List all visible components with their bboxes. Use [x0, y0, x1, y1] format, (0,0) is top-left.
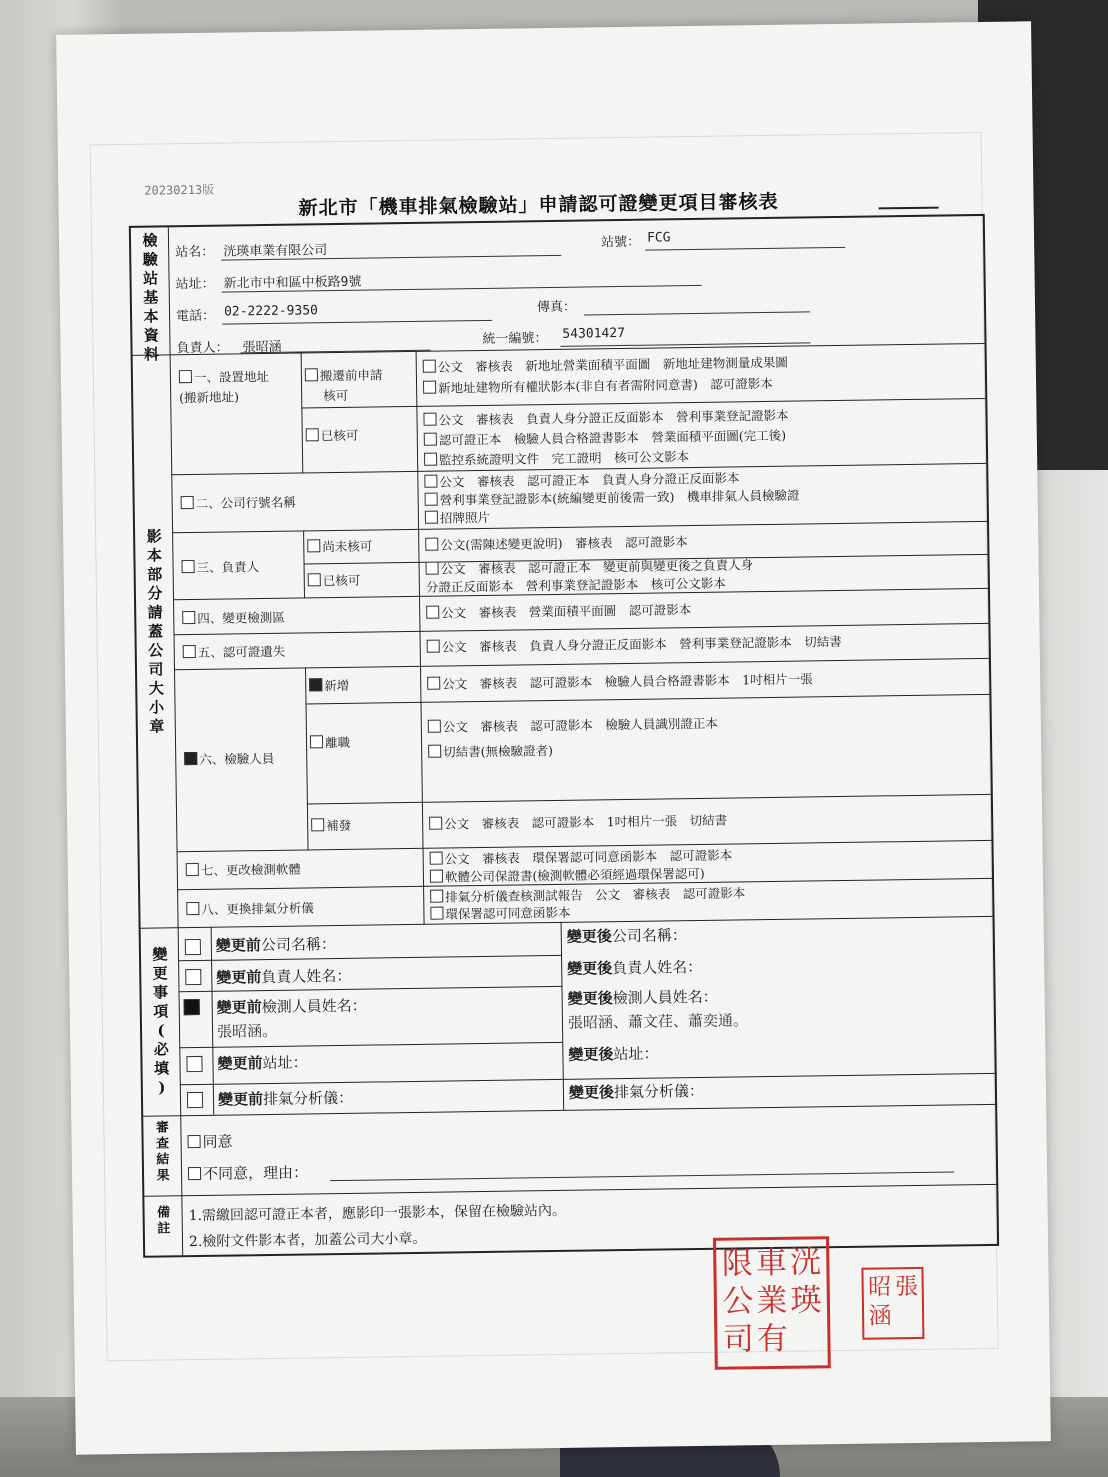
item-3-sub-1-label[interactable]: 尚未核可: [307, 536, 372, 558]
item-3-sub-2-label[interactable]: 已核可: [308, 570, 361, 592]
item-6-title[interactable]: 六、檢驗人員: [184, 748, 274, 770]
change-2-before: 變更前負責人姓名：: [216, 966, 352, 987]
change-5-after: 變更後排氣分析儀：: [568, 1081, 705, 1102]
item-1-title[interactable]: 一、設置地址: [179, 366, 269, 388]
item-2-title[interactable]: 二、公司行號名稱: [181, 492, 296, 515]
change-4-checkbox[interactable]: [186, 1056, 202, 1072]
fax-label: 傳真：: [536, 299, 577, 316]
disagree-checkbox[interactable]: [188, 1167, 201, 1180]
changes-check-divider: [211, 927, 215, 1115]
sub-divider-1: [301, 352, 304, 472]
change-4-before: 變更前站址：: [217, 1053, 308, 1073]
item-6-sub-2-docs-1: 公文 審核表 認可證影本 檢驗人員識別證正本: [428, 713, 718, 738]
item-6-sub-1-checkbox[interactable]: [309, 678, 322, 691]
address-value: 新北市中和區中板路9號: [223, 274, 362, 292]
item-1-sub-1-checkbox[interactable]: [305, 368, 318, 381]
item-1-sub-2-docs-1: 公文 審核表 負責人身分證正反面影本 營利事業登記證影本: [423, 405, 788, 431]
item-1-sub-1-docs-1: 公文 審核表 新地址營業面積平面圖 新地址建物測量成果圖: [423, 352, 788, 378]
item-6-sub-3-checkbox[interactable]: [311, 818, 324, 831]
divider-review: [144, 1184, 996, 1197]
station-name-label: 站名：: [175, 244, 215, 261]
change-3-before-value: 張昭涵。: [216, 1021, 278, 1041]
basic-section-label: 檢 驗 站 基 本 資 料: [142, 231, 160, 364]
item-3-sub-2-checkbox[interactable]: [308, 573, 321, 586]
change-5-before: 變更前排氣分析儀：: [217, 1088, 354, 1109]
item-1-sub-2-docs-2: 認可證正本 檢驗人員合格證書影本 營業面積平面圖(完工後): [424, 425, 787, 451]
station-name-value: 洸瑛車業有限公司: [223, 243, 328, 260]
form-paper: [56, 21, 1051, 1454]
change-5-checkbox[interactable]: [187, 1092, 203, 1108]
note-2: 2.檢附文件影本者，加蓋公司大小章。: [188, 1230, 427, 1251]
item-7-docs-1: 公文 審核表 環保署認可同意函影本 認可證影本: [430, 845, 733, 870]
item-1-sub-1-docs-2: 新地址建物所有權狀影本(非自有者需附同意書) 認可證影本: [423, 373, 773, 399]
reason-line[interactable]: [330, 1171, 954, 1181]
personal-seal-stamp: 張 昭 涵: [861, 1267, 924, 1340]
item-4-docs-1: 公文 審核表 營業面積平面圖 認可證影本: [426, 599, 691, 624]
item-3-checkbox[interactable]: [181, 560, 194, 573]
tax-id-label: 統一編號：: [482, 331, 548, 347]
change-4-after: 變更後站址：: [568, 1044, 659, 1064]
item-8-checkbox[interactable]: [186, 902, 199, 915]
review-agree[interactable]: 同意: [187, 1131, 232, 1153]
row-line-2: [172, 521, 987, 533]
item-5-docs-1: 公文 審核表 負責人身分證正反面影本 營利事業登記證影本 切結書: [427, 631, 842, 658]
item-2-docs-1: 公文 審核表 認可證正本 負責人身分證正反面影本: [424, 467, 739, 492]
item-3-title[interactable]: 三、負責人: [181, 556, 259, 578]
phone-line: [222, 320, 492, 325]
phone-value: 02-2222-9350: [223, 303, 319, 320]
review-disagree[interactable]: 不同意，理由：: [188, 1161, 308, 1184]
item-1-sub-2-docs-3: 監控系統證明文件 完工證明 核可公文影本: [424, 446, 689, 471]
row-line-5: [174, 658, 989, 670]
item-5-title[interactable]: 五、認可證遺失: [183, 641, 286, 663]
item-6-checkbox[interactable]: [184, 752, 197, 765]
item-2-checkbox[interactable]: [181, 496, 194, 509]
item-4-title[interactable]: 四、變更檢測區: [182, 607, 285, 629]
item-6-sub-1-docs-1: 公文 審核表 認可證影本 檢驗人員合格證書影本 1吋相片一張: [427, 668, 813, 694]
change-3-after-value: 張昭涵、蕭文荏、蕭奕通。: [567, 1011, 749, 1032]
item-1-checkbox[interactable]: [179, 370, 192, 383]
item-2-docs-2: 營利事業登記證影本(統編變更前後需一致) 機車排氣人員檢驗證: [425, 485, 800, 511]
item-7-docs-2: 軟體公司保證書(檢測軟體必須經過環保署認可): [430, 863, 705, 888]
item-6-sub-2-checkbox[interactable]: [310, 735, 323, 748]
review-section-label: 審 查 結 果: [155, 1120, 170, 1184]
item-3-sub-1-docs-1: 公文(需陳述變更說明) 審核表 認可證影本: [425, 531, 688, 556]
copies-section-label: 影 本 部 分 請 蓋 公 司 大 小 章: [146, 527, 165, 736]
item-1-sub-2-checkbox[interactable]: [306, 428, 319, 441]
item-6-sub-3-docs-1: 公文 審核表 認可證影本 1吋相片一張 切結書: [429, 810, 727, 835]
item-6-sub-2-label[interactable]: 離職: [310, 732, 350, 754]
subrow-line-6a: [305, 694, 989, 705]
item-1-sub-2-label[interactable]: 已核可: [306, 425, 359, 447]
item-8-title[interactable]: 八、更換排氣分析儀: [186, 897, 314, 920]
item-8-docs-1: 排氣分析儀查核測試報告 公文 審核表 認可證影本: [430, 882, 745, 907]
changes-section-label: 變 更 事 項 ( 必 填 ): [152, 945, 170, 1097]
item-1-subtitle: (搬新地址): [179, 389, 240, 406]
item-6-sub-2-docs-2: 切結書(無檢驗證者): [428, 740, 553, 763]
item-1-sub-1-label-2: 核可: [323, 387, 349, 404]
changes-row-line-1: [178, 955, 561, 961]
version-label: 20230213版: [144, 182, 215, 198]
item-3-sub-1-checkbox[interactable]: [307, 539, 320, 552]
change-3-before: 變更前檢測人員姓名：: [216, 996, 367, 1017]
owner-label: 負責人：: [176, 340, 229, 357]
note-1: 1.需繳回認可證正本者，應影印一張影本，保留在檢驗站內。: [188, 1202, 567, 1225]
item-3-sub-2-docs-2: 分證正反面影本 營利事業登記證影本 核可公文影本: [425, 575, 726, 595]
change-1-checkbox[interactable]: [185, 939, 201, 955]
owner-value: 張昭涵: [242, 339, 282, 356]
agree-checkbox[interactable]: [188, 1135, 201, 1148]
sub-divider-6: [305, 667, 309, 849]
item-8-docs-2: 環保署認可同意函影本: [430, 902, 570, 925]
item-4-checkbox[interactable]: [182, 611, 195, 624]
item-3-sub-2-docs-1: 公文 審核表 認可證正本 變更前與變更後之負責人身: [425, 554, 753, 580]
station-no-value: FCG: [646, 230, 671, 246]
item-6-sub-3-label[interactable]: 補發: [311, 815, 351, 837]
change-3-after: 變更後檢測人員姓名：: [567, 987, 718, 1008]
station-no-line: [645, 247, 845, 251]
change-2-checkbox[interactable]: [185, 969, 201, 985]
company-seal-stamp: 洸 瑛 車 業 有 限 公 司: [713, 1236, 831, 1370]
item-1-sub-1-label[interactable]: 搬遷前申請: [305, 364, 383, 386]
item-7-checkbox[interactable]: [186, 863, 199, 876]
changes-row-line-3: [179, 1042, 562, 1048]
address-label: 站址：: [175, 276, 215, 293]
change-2-after: 變更後負責人姓名：: [567, 957, 703, 978]
changes-mid-divider: [561, 922, 565, 1110]
review-form-table: [129, 214, 999, 1258]
fax-line: [584, 311, 810, 315]
notes-section-label: 備 註: [156, 1205, 171, 1237]
subrow-line-6b: [307, 794, 991, 805]
change-3-checkbox[interactable]: [184, 999, 200, 1015]
item-5-checkbox[interactable]: [183, 645, 196, 658]
item-7-title[interactable]: 七、更改檢測軟體: [186, 859, 301, 882]
phone-label: 電話：: [175, 308, 216, 325]
change-1-before: 變更前公司名稱：: [215, 935, 337, 955]
change-1-after: 變更後公司名稱：: [566, 926, 687, 946]
item-2-docs-3: 招牌照片: [425, 507, 490, 529]
row-line-4: [174, 623, 989, 635]
station-no-label: 站號：: [600, 234, 641, 251]
form-title: 新北市「機車排氣檢驗站」申請認可證變更項目審核表: [298, 190, 779, 220]
tax-id-value: 54301427: [562, 325, 626, 342]
item-6-sub-1-label[interactable]: 新增: [309, 675, 349, 697]
